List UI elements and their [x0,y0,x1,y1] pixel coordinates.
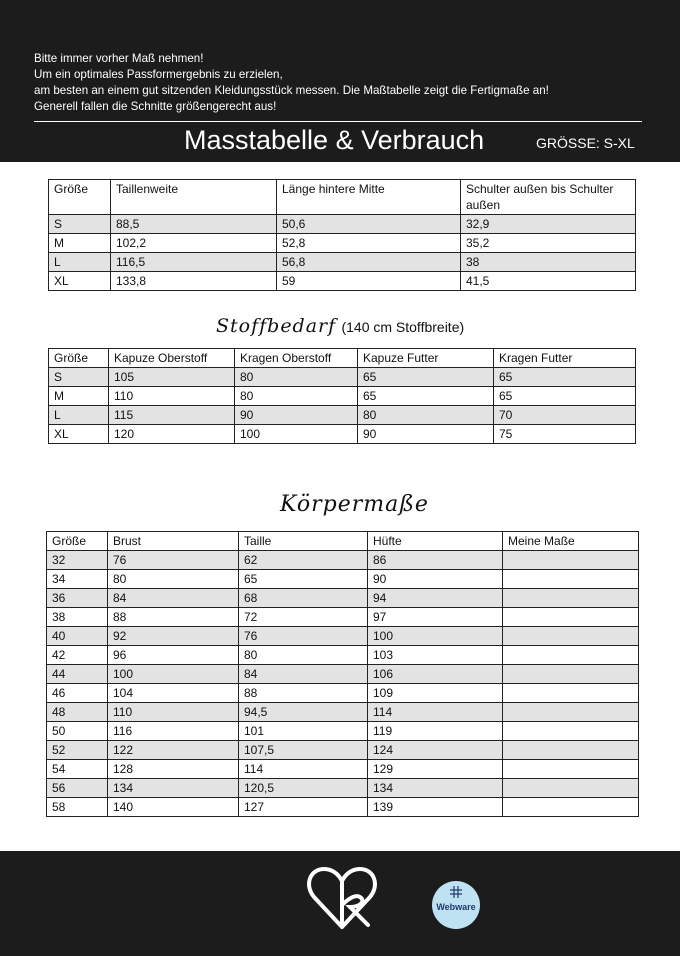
table-row [49,425,636,444]
table-cell: 133,8 [111,272,277,291]
table-cell [503,551,639,570]
table-cell: 65 [239,570,368,589]
table-cell: 88,5 [111,215,277,234]
table-cell: M [49,387,109,406]
page-header [0,0,680,162]
table-cell: 80 [235,368,358,387]
table-cell: 96 [108,646,239,665]
table-cell [503,760,639,779]
table-cell: 80 [235,387,358,406]
table-cell: 80 [358,406,494,425]
table-cell [503,665,639,684]
column-header: Größe [47,532,108,551]
table-cell: 110 [108,703,239,722]
stoffbedarf-title [216,315,464,338]
table-cell [503,722,639,741]
table-cell [503,703,639,722]
masstabelle-table [48,179,636,291]
table-row [49,387,636,406]
table-cell: 56,8 [277,253,461,272]
table-row [47,570,639,589]
table-cell: 38 [461,253,636,272]
table-cell: 116,5 [111,253,277,272]
table-cell: 90 [235,406,358,425]
column-header: Taille [239,532,368,551]
table-cell [503,684,639,703]
table-cell: 38 [47,608,108,627]
table-row [47,627,639,646]
column-header: Brust [108,532,239,551]
table-cell: 139 [368,798,503,817]
column-header: Größe [49,349,109,368]
table-cell [503,646,639,665]
table-cell [503,779,639,798]
table-row [47,722,639,741]
stoffbedarf-subtitle: (140 cm Stoffbreite) [341,319,465,335]
table-cell: 90 [368,570,503,589]
page-title: Masstabelle & Verbrauch [184,125,485,155]
table-cell: 116 [108,722,239,741]
column-header: Kragen Oberstoff [235,349,358,368]
table-cell: 115 [109,406,235,425]
table-row [47,665,639,684]
column-header: Meine Maße [503,532,639,551]
stoffbedarf-table [48,348,636,444]
table-cell: 40 [47,627,108,646]
table-header-row [49,180,636,215]
table-row [47,798,639,817]
webware-badge [432,881,480,929]
table-cell: 62 [239,551,368,570]
table-row [47,741,639,760]
table-cell: 48 [47,703,108,722]
table-cell: 52 [47,741,108,760]
table-cell: M [49,234,111,253]
table-cell [503,589,639,608]
table-cell: 120 [109,425,235,444]
table-cell: 44 [47,665,108,684]
column-header: Kapuze Oberstoff [109,349,235,368]
table-cell: 140 [108,798,239,817]
table-cell: 100 [368,627,503,646]
table-cell: 101 [239,722,368,741]
table-cell: 65 [358,368,494,387]
table-cell: 90 [358,425,494,444]
table-cell: 114 [368,703,503,722]
intro-line: Generell fallen die Schnitte größengerecht aus! [34,100,277,113]
table-cell: 94 [368,589,503,608]
table-cell: 52,8 [277,234,461,253]
table-cell: 84 [239,665,368,684]
table-cell: 129 [368,760,503,779]
table-row [49,234,636,253]
table-cell: 119 [368,722,503,741]
table-cell: 80 [108,570,239,589]
table-cell: 134 [108,779,239,798]
table-header-row [47,532,639,551]
table-cell: 68 [239,589,368,608]
table-cell: 80 [239,646,368,665]
table-cell: 92 [108,627,239,646]
table-row [47,779,639,798]
table-cell: 35,2 [461,234,636,253]
table-cell: 124 [368,741,503,760]
stoffbedarf-heading: Stoffbedarf [216,315,337,337]
column-header: Taillenweite [111,180,277,215]
table-cell: 76 [108,551,239,570]
column-header: Hüfte [368,532,503,551]
table-cell [503,798,639,817]
intro-line: Um ein optimales Passformergebnis zu erzielen, [34,68,283,81]
table-cell: 128 [108,760,239,779]
table-cell: 56 [47,779,108,798]
table-row [47,551,639,570]
column-header: Kragen Futter [494,349,636,368]
table-cell: 134 [368,779,503,798]
table-cell: 84 [108,589,239,608]
table-cell [503,608,639,627]
table-cell: S [49,215,111,234]
table-cell: 100 [235,425,358,444]
table-cell: 104 [108,684,239,703]
table-cell: 88 [108,608,239,627]
table-row [47,703,639,722]
column-header: Länge hintere Mitte [277,180,461,215]
table-row [47,684,639,703]
table-cell: 127 [239,798,368,817]
table-cell: 65 [494,387,636,406]
table-cell: 65 [358,387,494,406]
table-cell: 34 [47,570,108,589]
size-range: GRÖSSE: S-XL [536,135,635,151]
table-cell: 50,6 [277,215,461,234]
table-cell: 105 [109,368,235,387]
table-cell: 107,5 [239,741,368,760]
table-row [47,646,639,665]
table-cell: 102,2 [111,234,277,253]
table-cell: 109 [368,684,503,703]
intro-line: Bitte immer vorher Maß nehmen! [34,52,204,65]
table-row [49,272,636,291]
table-cell: S [49,368,109,387]
table-cell [503,627,639,646]
table-row [49,368,636,387]
table-cell: 41,5 [461,272,636,291]
koerpermasse-title: Körpermaße [280,492,429,517]
table-cell: 120,5 [239,779,368,798]
table-cell: L [49,253,111,272]
table-cell: 114 [239,760,368,779]
column-header: Schulter außen bis Schulter außen [461,180,636,215]
koerpermasse-table [46,531,639,817]
table-cell: XL [49,425,109,444]
table-cell: 72 [239,608,368,627]
table-row [47,760,639,779]
table-cell: 76 [239,627,368,646]
table-cell: 70 [494,406,636,425]
table-cell [503,741,639,760]
column-header: Größe [49,180,111,215]
table-header-row [49,349,636,368]
intro-line: am besten an einem gut sitzenden Kleidungsstück messen. Die Maßtabelle zeigt die Fertigmaße an! [34,84,549,97]
table-row [47,589,639,608]
column-header: Kapuze Futter [358,349,494,368]
table-cell: 36 [47,589,108,608]
table-row [49,253,636,272]
table-cell: L [49,406,109,425]
fabric-grid-icon [450,886,462,898]
table-cell: 54 [47,760,108,779]
table-cell: 100 [108,665,239,684]
webware-label: Webware [436,902,476,912]
table-cell: 50 [47,722,108,741]
table-cell: 88 [239,684,368,703]
table-cell: 58 [47,798,108,817]
table-cell: 103 [368,646,503,665]
table-cell: 65 [494,368,636,387]
intro-text [34,51,549,115]
table-row [49,215,636,234]
table-row [49,406,636,425]
table-cell: 59 [277,272,461,291]
table-cell: XL [49,272,111,291]
table-cell: 75 [494,425,636,444]
table-cell: 97 [368,608,503,627]
table-cell: 32,9 [461,215,636,234]
table-cell: 42 [47,646,108,665]
table-cell: 46 [47,684,108,703]
heart-k-logo-icon [306,863,378,931]
table-row [47,608,639,627]
table-cell: 110 [109,387,235,406]
table-cell: 106 [368,665,503,684]
table-cell: 86 [368,551,503,570]
table-cell: 94,5 [239,703,368,722]
table-cell [503,570,639,589]
table-cell: 32 [47,551,108,570]
table-cell: 122 [108,741,239,760]
